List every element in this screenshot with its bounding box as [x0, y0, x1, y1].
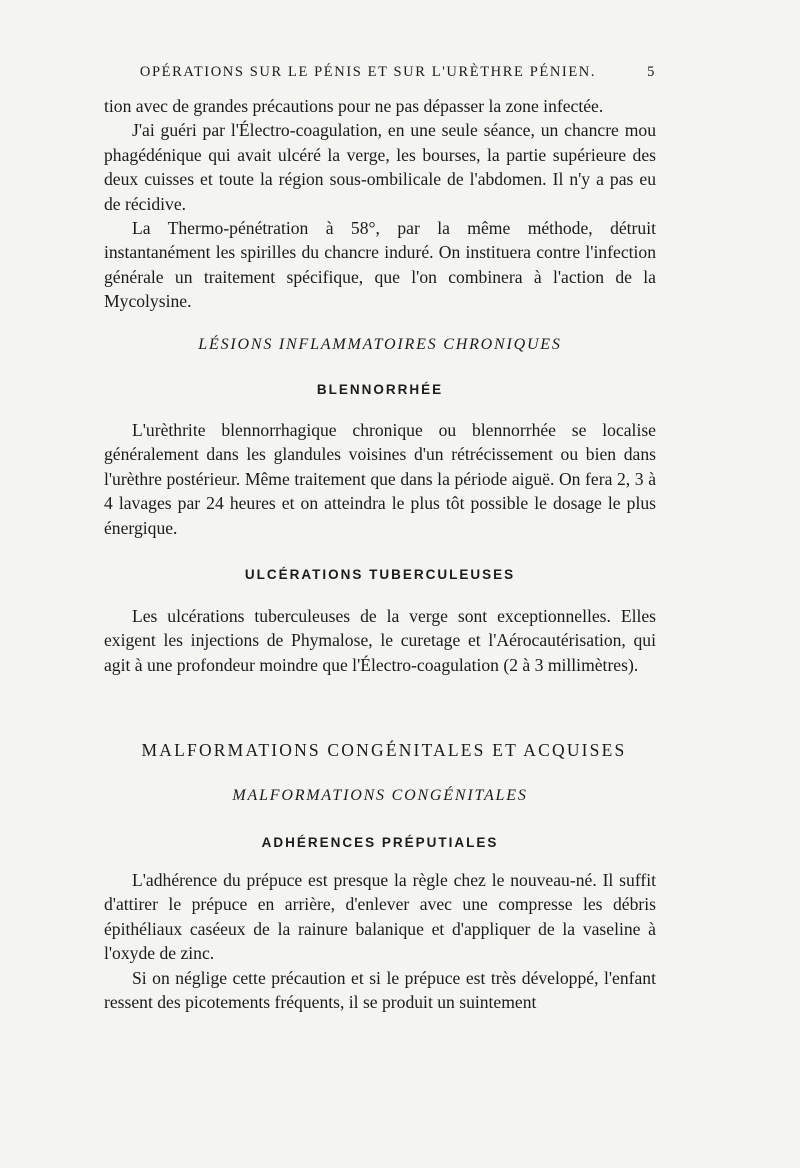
ulcerations-text	[104, 604, 656, 677]
running-header	[108, 64, 656, 81]
subsection-heading-blennorrhee: BLENNORRHÉE	[316, 382, 444, 397]
running-title: OPÉRATIONS SUR LE PÉNIS ET SUR L'URÈTHRE PÉNIEN.	[139, 64, 597, 80]
subsection-heading-ulcerations: ULCÉRATIONS TUBERCULEUSES	[244, 567, 516, 582]
paragraph: L'adhérence du prépuce est presque la règle chez le nouveau-né. Il suffit d'attirer le prépuce en arrière, d'enlever avec une compresse les débris épithéliaux caséeux de la rainure balanique et d'appliquer de la vaseline à l'oxyde de zinc.	[104, 870, 656, 964]
section-heading-malformations-congenitales: MALFORMATIONS CONGÉNITALES	[232, 787, 528, 804]
paragraph: Les ulcérations tuberculeuses de la verge sont exceptionnelles. Elles exigent les injections de Phymalose, le curetage et l'Aérocautérisation, qui agit à une profondeur moindre que l'Électro-coagulation (2 à 3 millimètres).	[104, 606, 656, 675]
blennorrhee-text	[104, 418, 656, 540]
adherences-text	[104, 868, 656, 1014]
paragraph: J'ai guéri par l'Électro-coagulation, en une seule séance, un chancre mou phagédénique qui avait ulcéré la verge, les bourses, la partie supérieure des deux cuisses et toute la région sous-ombilicale de l'abdomen. Il n'y a pas eu de récidive.	[104, 120, 656, 214]
paragraph: Si on néglige cette précaution et si le prépuce est très développé, l'enfant ressent des picotements fréquents, il se produit un suintement	[104, 967, 656, 1013]
intro-text	[104, 94, 656, 314]
page-number: 5	[647, 64, 656, 80]
paragraph: La Thermo-pénétration à 58°, par la même méthode, détruit instantanément les spirilles du chancre induré. On instituera contre l'infection générale un traitement spécifique, que l'on combinera à l'action de la Mycolysine.	[104, 218, 656, 312]
paragraph: tion avec de grandes précautions pour ne pas dépasser la zone infectée.	[104, 96, 604, 116]
subsection-heading-adherences: ADHÉRENCES PRÉPUTIALES	[261, 835, 499, 850]
chapter-heading-malformations: MALFORMATIONS CONGÉNITALES ET ACQUISES	[141, 740, 627, 760]
paragraph: L'urèthrite blennorrhagique chronique ou blennorrhée se localise généralement dans les glandules voisines d'un rétrécissement ou bien dans l'urèthre postérieur. Même traitement que dans la période aiguë. On fera 2, 3 à 4 lavages par 24 heures et on atteindra le plus tôt possible le dosage le plus énergique.	[104, 420, 656, 538]
section-heading-lesions: LÉSIONS INFLAMMATOIRES CHRONIQUES	[198, 336, 562, 353]
